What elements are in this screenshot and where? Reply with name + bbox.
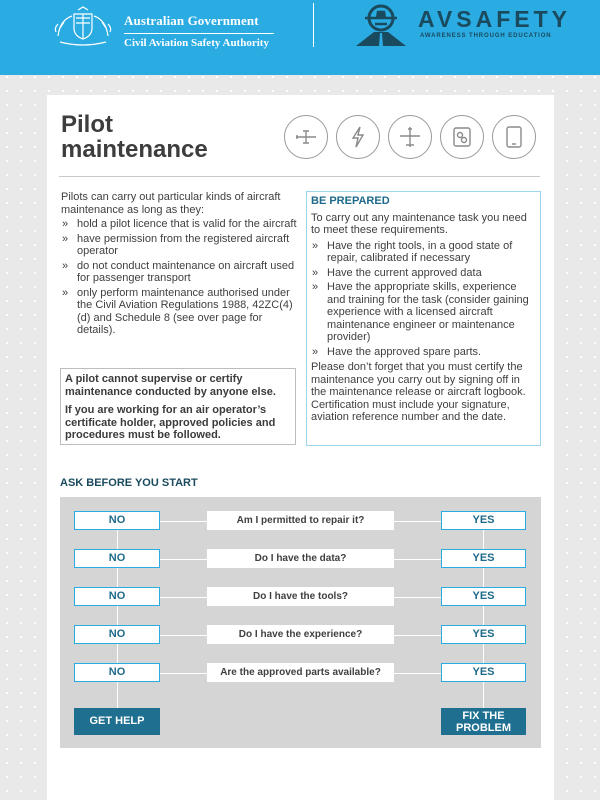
- page-title: [61, 112, 208, 162]
- lightning-icon: [336, 115, 380, 159]
- warning-text-2: If you are working for an air operator’s certificate holder, approved policies and procedures must be followed.: [65, 404, 276, 441]
- fix-line-2: PROBLEM: [456, 722, 511, 734]
- gov-line-1: Australian Government: [124, 13, 259, 28]
- title-line-1: Pilot: [61, 111, 113, 138]
- propeller-plane-icon: [388, 115, 432, 159]
- brand-name: AVSAFETY: [418, 6, 571, 32]
- avsafety-logo-icon: [352, 2, 410, 48]
- flowchart-title: ASK BEFORE YOU START: [60, 477, 198, 489]
- list-item: » only perform maintenance authorised under the Civil Aviation Regulations 1988, 42ZC(4)(d) and Schedule 8 (see over page for details).: [61, 287, 297, 337]
- brand-tagline: AWARENESS THROUGH EDUCATION: [420, 33, 552, 39]
- title-divider: [59, 176, 540, 177]
- be-prepared-closing: Please don’t forget that you must certify the maintenance you carry out by signing off in the maintenance release or aircraft logbook. Certification must include your signature, aviation reference number and the date.: [311, 361, 526, 423]
- header-bar: [0, 0, 600, 75]
- question-box: Do I have the tools?: [207, 587, 394, 606]
- yes-box: YES: [441, 625, 526, 644]
- question-box: Do I have the data?: [207, 549, 394, 568]
- title-line-2: maintenance: [61, 136, 208, 163]
- intro-section: [61, 191, 297, 339]
- list-item: » do not conduct maintenance on aircraft used for passenger transport: [61, 260, 297, 285]
- warning-text-1: A pilot cannot supervise or certify maintenance conducted by anyone else.: [65, 373, 276, 398]
- be-prepared-heading: BE PREPARED: [311, 195, 390, 207]
- no-box: NO: [74, 663, 160, 682]
- yes-box: YES: [441, 549, 526, 568]
- tablet-icon: [492, 115, 536, 159]
- government-wordmark: [124, 13, 274, 49]
- yes-box: YES: [441, 663, 526, 682]
- list-item: » Have the appropriate skills, experience and training for the task (consider gaining experience with a licensed aircraft maintenance engineer or maintenance provider): [311, 281, 536, 344]
- flowchart: [60, 497, 541, 748]
- plane-icon: [284, 115, 328, 159]
- gov-line-2: Civil Aviation Safety Authority: [124, 37, 269, 49]
- list-item: » Have the approved spare parts.: [311, 346, 536, 359]
- no-box: NO: [74, 625, 160, 644]
- get-help-box: GET HELP: [74, 708, 160, 735]
- fix-the-problem-box: [441, 708, 526, 735]
- no-box: NO: [74, 511, 160, 530]
- yes-box: YES: [441, 511, 526, 530]
- info-sheet: [47, 95, 554, 800]
- be-prepared-box: [306, 191, 541, 446]
- no-box: NO: [74, 587, 160, 606]
- intro-lead: Pilots can carry out particular kinds of aircraft maintenance as long as they:: [61, 191, 281, 216]
- question-box: Am I permitted to repair it?: [207, 511, 394, 530]
- be-prepared-list: [311, 240, 536, 359]
- list-item: » Have the current approved data: [311, 267, 536, 280]
- question-box: Do I have the experience?: [207, 625, 394, 644]
- list-item: » have permission from the registered aircraft operator: [61, 233, 297, 258]
- list-item: » Have the right tools, in a good state of repair, calibrated if necessary: [311, 240, 536, 265]
- coat-of-arms-icon: [50, 6, 116, 48]
- warning-box: [60, 368, 296, 445]
- intro-list: [61, 218, 297, 337]
- be-prepared-lead: To carry out any maintenance task you need to meet these requirements.: [311, 211, 527, 236]
- question-box: Are the approved parts available?: [207, 663, 394, 682]
- yes-box: YES: [441, 587, 526, 606]
- list-item: » hold a pilot licence that is valid for the aircraft: [61, 218, 297, 231]
- engine-icon: [440, 115, 484, 159]
- no-box: NO: [74, 549, 160, 568]
- header-divider: [313, 3, 314, 47]
- fix-line-1: FIX THE: [462, 710, 505, 722]
